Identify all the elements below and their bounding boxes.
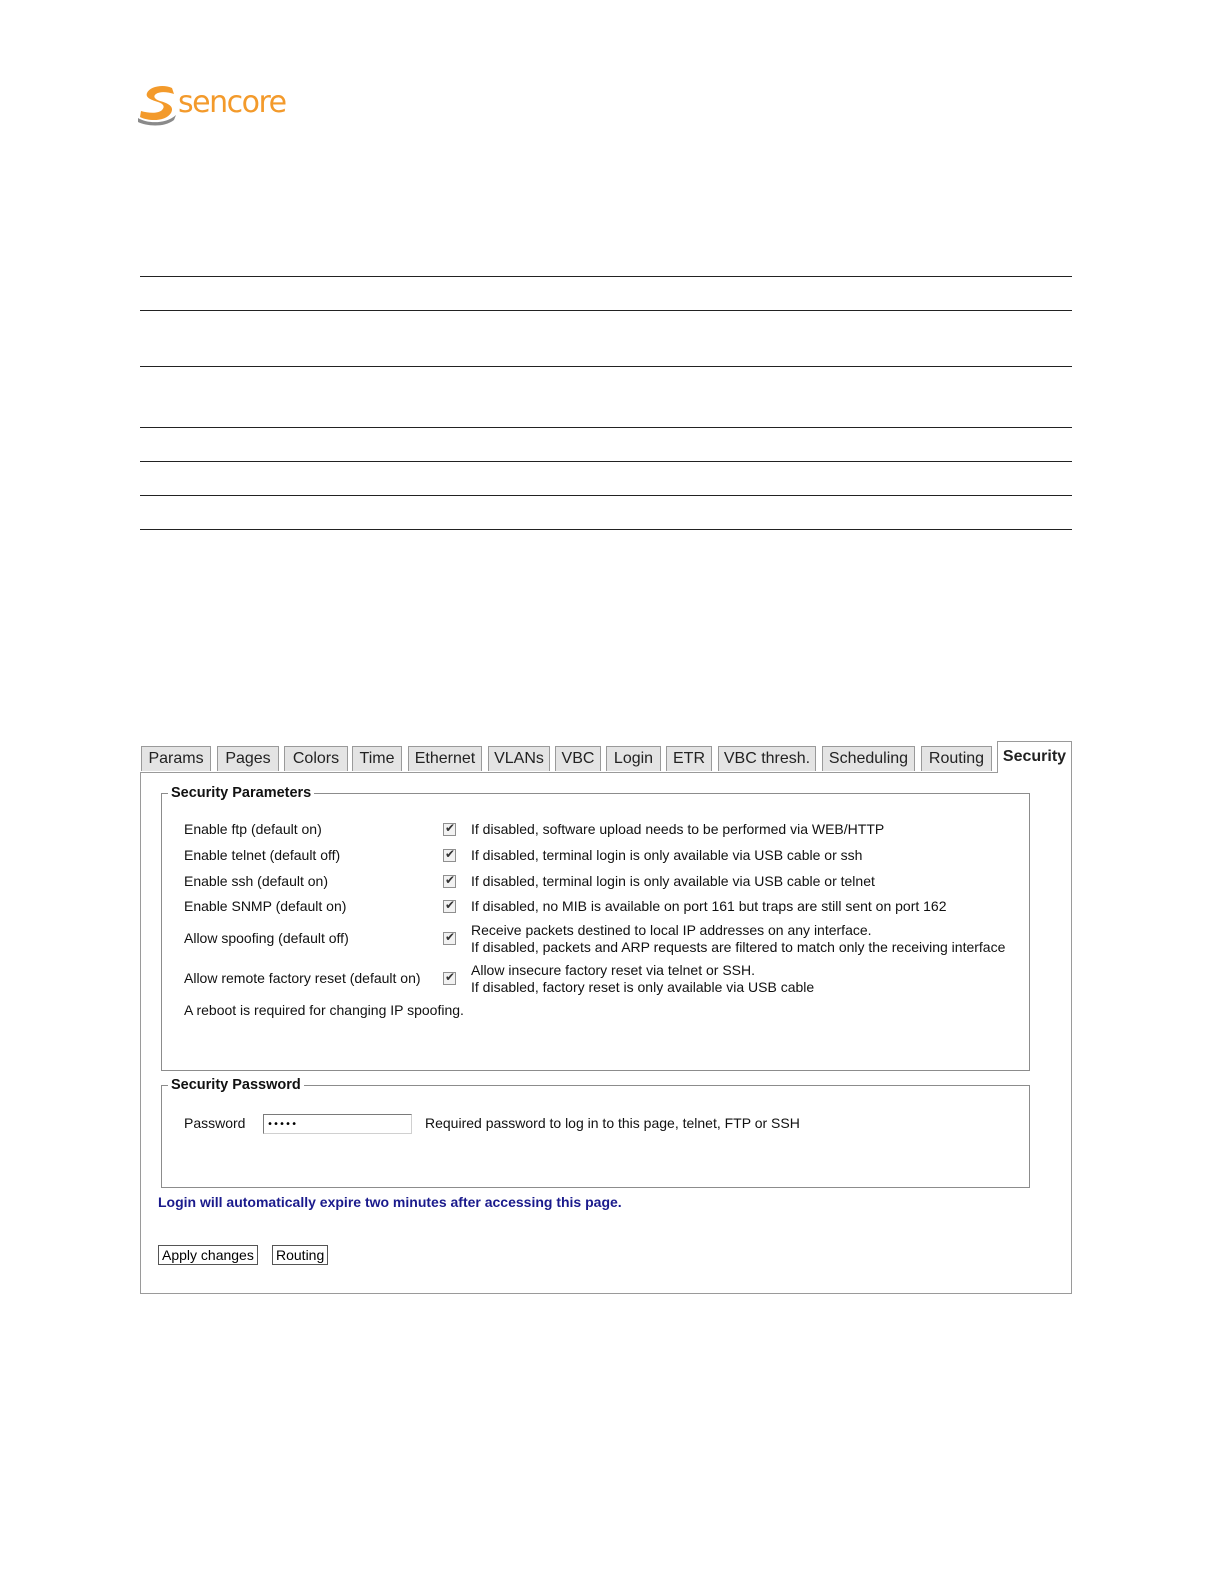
sencore-logo	[138, 84, 298, 128]
allow-spoofing-label: Allow spoofing (default off)	[184, 930, 349, 946]
allow-factory-reset-label: Allow remote factory reset (default on)	[184, 970, 421, 986]
reboot-note: A reboot is required for changing IP spoofing.	[184, 1002, 464, 1018]
enable-ftp-label: Enable ftp (default on)	[184, 821, 322, 837]
table-rule	[140, 427, 1072, 428]
enable-snmp-desc: If disabled, no MIB is available on port 161 but traps are still sent on port 162	[471, 898, 947, 914]
allow-factory-reset-desc-line2: If disabled, factory reset is only available via USB cable	[471, 979, 815, 995]
login-expiry-notice: Login will automatically expire two minutes after accessing this page.	[158, 1194, 622, 1210]
tab-etr[interactable]: ETR	[666, 746, 712, 771]
tab-vbc-thresh[interactable]: VBC thresh.	[718, 746, 816, 771]
tab-scheduling[interactable]: Scheduling	[822, 746, 915, 771]
enable-telnet-desc: If disabled, terminal login is only available via USB cable or ssh	[471, 847, 863, 863]
logo-wordmark: sencore	[178, 85, 286, 120]
tab-routing[interactable]: Routing	[921, 746, 992, 771]
apply-changes-button[interactable]: Apply changes	[158, 1245, 258, 1265]
table-rule	[140, 366, 1072, 367]
table-rule	[140, 276, 1072, 277]
tab-pages[interactable]: Pages	[217, 746, 279, 771]
sencore-s-icon	[138, 84, 182, 126]
tab-security[interactable]: Security	[997, 741, 1072, 773]
enable-snmp-label: Enable SNMP (default on)	[184, 898, 347, 914]
table-rule	[140, 495, 1072, 496]
tab-time[interactable]: Time	[352, 746, 402, 771]
allow-spoofing-desc-line2: If disabled, packets and ARP requests are filtered to match only the receiving interface	[471, 939, 1006, 955]
routing-button[interactable]: Routing	[272, 1245, 328, 1265]
security-settings-screenshot	[140, 741, 1072, 1294]
enable-ftp-desc: If disabled, software upload needs to be performed via WEB/HTTP	[471, 821, 885, 837]
allow-spoofing-desc-line1: Receive packets destined to local IP addresses on any interface.	[471, 922, 872, 938]
tab-colors[interactable]: Colors	[284, 746, 348, 771]
security-parameters-legend: Security Parameters	[171, 785, 312, 801]
tab-params[interactable]: Params	[141, 746, 211, 771]
enable-telnet-checkbox[interactable]	[443, 849, 456, 862]
tab-vlans[interactable]: VLANs	[488, 746, 550, 771]
tab-login[interactable]: Login	[606, 746, 661, 771]
enable-telnet-label: Enable telnet (default off)	[184, 847, 341, 863]
tab-content	[140, 772, 1072, 1294]
tab-ethernet[interactable]: Ethernet	[408, 746, 482, 771]
tab-vbc[interactable]: VBC	[555, 746, 601, 771]
enable-ftp-checkbox[interactable]	[443, 823, 456, 836]
security-password-legend: Security Password	[171, 1077, 301, 1093]
enable-ssh-desc: If disabled, terminal login is only available via USB cable or telnet	[471, 873, 875, 889]
password-desc: Required password to log in to this page, telnet, FTP or SSH	[425, 1115, 800, 1131]
table-rule	[140, 529, 1072, 530]
password-label: Password	[184, 1115, 246, 1131]
password-field[interactable]	[263, 1114, 412, 1134]
enable-ssh-label: Enable ssh (default on)	[184, 873, 328, 889]
allow-spoofing-checkbox[interactable]	[443, 932, 456, 945]
enable-snmp-checkbox[interactable]	[443, 900, 456, 913]
table-rule	[140, 461, 1072, 462]
enable-ssh-checkbox[interactable]	[443, 875, 456, 888]
allow-factory-reset-desc-line1: Allow insecure factory reset via telnet or SSH.	[471, 962, 756, 978]
allow-factory-reset-checkbox[interactable]	[443, 972, 456, 985]
table-rule	[140, 310, 1072, 311]
tab-bar	[140, 741, 1072, 773]
